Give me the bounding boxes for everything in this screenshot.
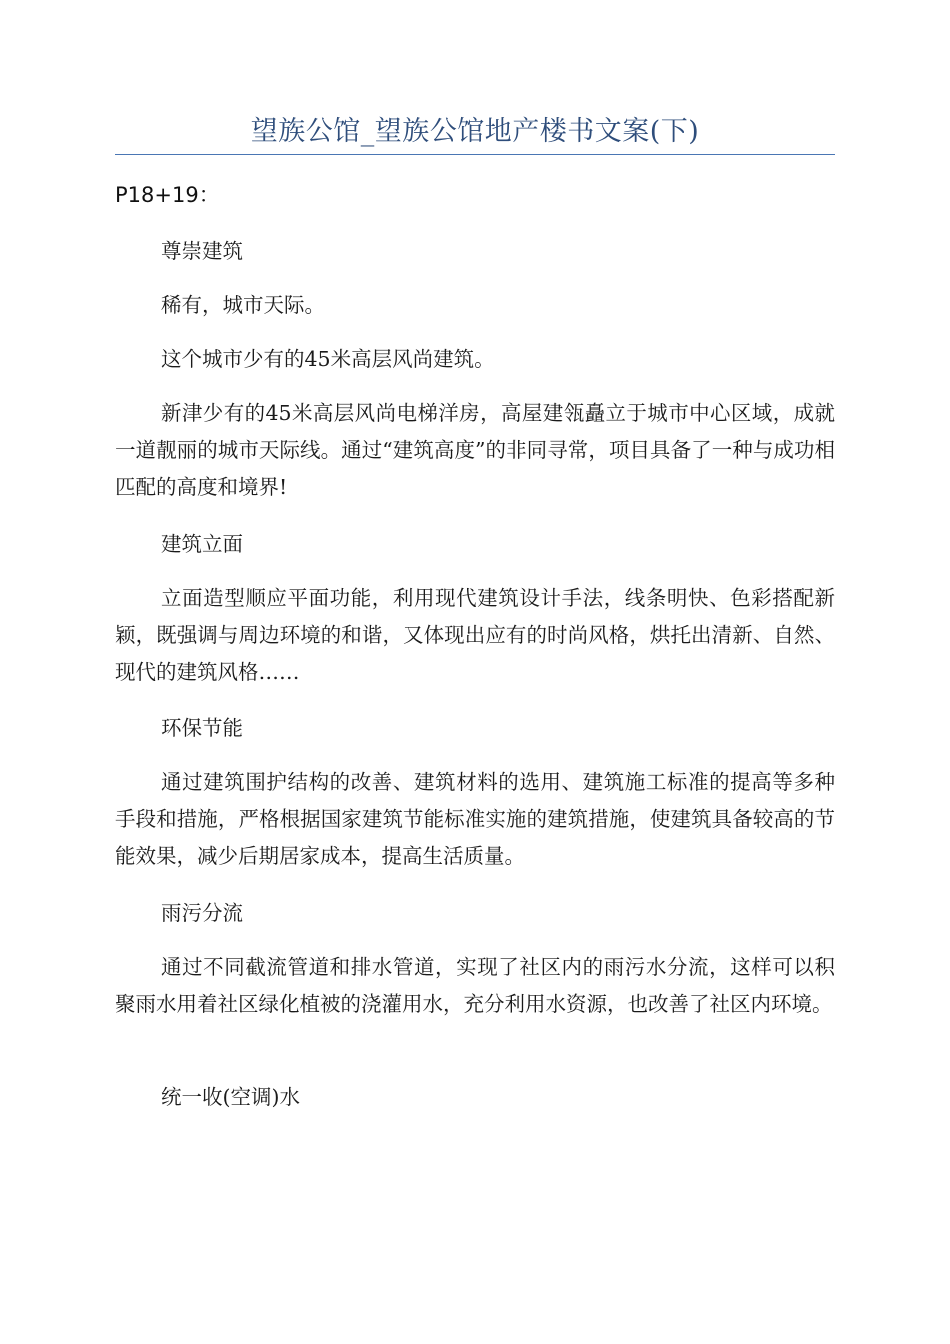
paragraph-facade: 立面造型顺应平面功能，利用现代建筑设计手法，线条明快、色彩搭配新颖，既强调与周边环境的和谐，又体现出应有的时尚风格，烘托出清新、自然、现代的建筑风格…… bbox=[115, 586, 835, 684]
paragraph-energy: 通过建筑围护结构的改善、建筑材料的选用、建筑施工标准的提高等多种手段和措施，严格根据国家建筑节能标准实施的建筑措施，使建筑具备较高的节能效果，减少后期居家成本，提高生活质量。 bbox=[115, 770, 835, 868]
section-heading-drainage: 雨污分流 bbox=[161, 901, 243, 925]
paragraph-rare: 稀有，城市天际。 bbox=[161, 293, 325, 317]
section-heading-facade: 建筑立面 bbox=[161, 532, 243, 556]
document-title: 望族公馆_望族公馆地产楼书文案(下) bbox=[250, 116, 700, 147]
section-heading-architecture: 尊崇建筑 bbox=[161, 239, 243, 263]
page-label: P18+19： bbox=[115, 183, 220, 207]
section-heading-ac-water: 统一收(空调)水 bbox=[161, 1085, 300, 1109]
paragraph-drainage: 通过不同截流管道和排水管道，实现了社区内的雨污水分流，这样可以积聚雨水用着社区绿化植被的浇灌用水，充分利用水资源，也改善了社区内环境。 bbox=[115, 955, 835, 1016]
paragraph-skyline: 新津少有的45米高层风尚电梯洋房，高屋建瓴矗立于城市中心区域，成就一道靓丽的城市天际线。通过“建筑高度”的非同寻常，项目具备了一种与成功相匹配的高度和境界! bbox=[115, 401, 835, 499]
paragraph-45m: 这个城市少有的45米高层风尚建筑。 bbox=[161, 347, 495, 371]
title-underline bbox=[115, 154, 835, 155]
section-heading-energy: 环保节能 bbox=[161, 716, 243, 740]
